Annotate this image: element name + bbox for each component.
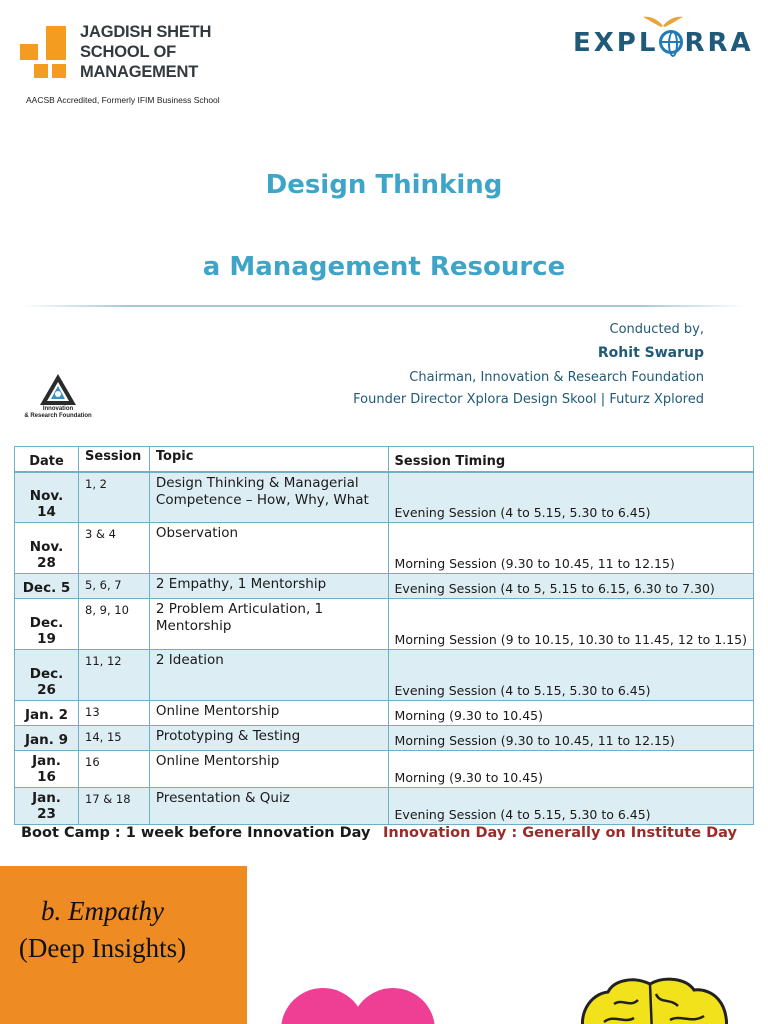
session-cell: 13 xyxy=(79,701,150,726)
heart-icon xyxy=(278,978,438,1024)
school-name-line-1: JAGDISH SHETH xyxy=(80,23,212,41)
session-cell: 11, 12 xyxy=(79,650,150,701)
topic-cell: Online Mentorship xyxy=(149,701,388,726)
timing-cell: Morning Session (9.30 to 10.45, 11 to 12.15) xyxy=(388,523,753,574)
table-row xyxy=(15,599,754,650)
explorra-logo xyxy=(571,14,754,64)
date-cell: Jan. 9 xyxy=(15,726,79,751)
topic-cell: Observation xyxy=(149,523,388,574)
topic-cell: Online Mentorship xyxy=(149,751,388,788)
topic-cell: Presentation & Quiz xyxy=(149,788,388,825)
topic-cell: 2 Problem Articulation, 1 Mentorship xyxy=(149,599,388,650)
timing-cell: Morning Session (9 to 10.15, 10.30 to 11.45, 12 to 1.15) xyxy=(388,599,753,650)
session-cell: 8, 9, 10 xyxy=(79,599,150,650)
date-cell: Jan. 16 xyxy=(15,751,79,788)
timing-cell: Evening Session (4 to 5.15, 5.30 to 6.45) xyxy=(388,788,753,825)
school-name xyxy=(80,22,211,82)
table-row xyxy=(15,650,754,701)
brain-icon xyxy=(574,974,734,1024)
table-row xyxy=(15,788,754,825)
date-cell: Nov. 14 xyxy=(15,472,79,523)
irf-logo xyxy=(16,372,100,424)
session-cell: 1, 2 xyxy=(79,472,150,523)
timing-cell: Evening Session (4 to 5, 5.15 to 6.15, 6.30 to 7.30) xyxy=(388,574,753,599)
date-cell: Dec. 5 xyxy=(15,574,79,599)
explorra-wordmark-end: RRA xyxy=(684,28,754,58)
date-cell: Jan. 2 xyxy=(15,701,79,726)
explorra-wordmark-start: EXPL xyxy=(573,28,659,58)
page-subtitle: a Management Resource xyxy=(202,252,566,282)
session-cell: 16 xyxy=(79,751,150,788)
conductor-name: Rohit Swarup xyxy=(597,345,704,361)
table-row xyxy=(15,472,754,523)
page-title: Design Thinking xyxy=(265,170,503,200)
irf-logo-label xyxy=(16,406,100,420)
header-date: Date xyxy=(15,447,79,472)
schedule-table xyxy=(14,446,754,825)
school-tagline: AACSB Accredited, Formerly IFIM Business School xyxy=(26,95,220,105)
school-logo xyxy=(20,22,250,112)
schedule-body xyxy=(15,472,754,825)
table-row xyxy=(15,574,754,599)
empathy-panel xyxy=(0,866,247,1024)
session-cell: 3 & 4 xyxy=(79,523,150,574)
timing-cell: Evening Session (4 to 5.15, 5.30 to 6.45) xyxy=(388,472,753,523)
school-name-line-3: MANAGEMENT xyxy=(80,63,199,81)
date-cell: Jan. 23 xyxy=(15,788,79,825)
timing-cell: Morning (9.30 to 10.45) xyxy=(388,751,753,788)
table-row xyxy=(15,751,754,788)
title-divider xyxy=(20,305,748,307)
session-cell: 5, 6, 7 xyxy=(79,574,150,599)
date-cell: Nov. 28 xyxy=(15,523,79,574)
innovation-day-note: Innovation Day : Generally on Institute Day xyxy=(383,825,737,841)
explorra-wordmark xyxy=(573,28,754,58)
irf-triangle-icon xyxy=(16,372,100,406)
table-row xyxy=(15,701,754,726)
date-cell: Dec. 19 xyxy=(15,599,79,650)
boot-camp-note: Boot Camp : 1 week before Innovation Day xyxy=(21,825,371,841)
session-cell: 17 & 18 xyxy=(79,788,150,825)
conductor-role-1: Chairman, Innovation & Research Foundation xyxy=(409,370,704,385)
wings-icon xyxy=(643,14,683,28)
date-cell: Dec. 26 xyxy=(15,650,79,701)
irf-label-line-2: & Research Foundation xyxy=(24,413,92,419)
session-cell: 14, 15 xyxy=(79,726,150,751)
table-row xyxy=(15,726,754,751)
timing-cell: Morning (9.30 to 10.45) xyxy=(388,701,753,726)
empathy-subtitle: (Deep Insights) xyxy=(18,933,187,963)
globe-icon xyxy=(659,30,683,54)
topic-cell: 2 Empathy, 1 Mentorship xyxy=(149,574,388,599)
conductor-role-2: Founder Director Xplora Design Skool | Futurz Xplored xyxy=(353,392,704,407)
timing-cell: Evening Session (4 to 5.15, 5.30 to 6.45) xyxy=(388,650,753,701)
empathy-title xyxy=(0,894,205,929)
table-row xyxy=(15,523,754,574)
irf-label-line-1: Innovation xyxy=(42,406,74,412)
table-header-row xyxy=(15,447,754,472)
conducted-by-label: Conducted by, xyxy=(609,322,704,337)
header-session: Session xyxy=(79,447,150,472)
header-session-timing: Session Timing xyxy=(388,447,753,472)
empathy-title-text: b. Empathy xyxy=(41,896,164,926)
header-topic: Topic xyxy=(149,447,388,472)
timing-cell: Morning Session (9.30 to 10.45, 11 to 12.15) xyxy=(388,726,753,751)
topic-cell: Design Thinking & Managerial Competence – How, Why, What xyxy=(149,472,388,523)
topic-cell: Prototyping & Testing xyxy=(149,726,388,751)
topic-cell: 2 Ideation xyxy=(149,650,388,701)
school-logo-mark-icon xyxy=(20,26,66,80)
school-name-line-2: SCHOOL OF xyxy=(80,43,176,61)
